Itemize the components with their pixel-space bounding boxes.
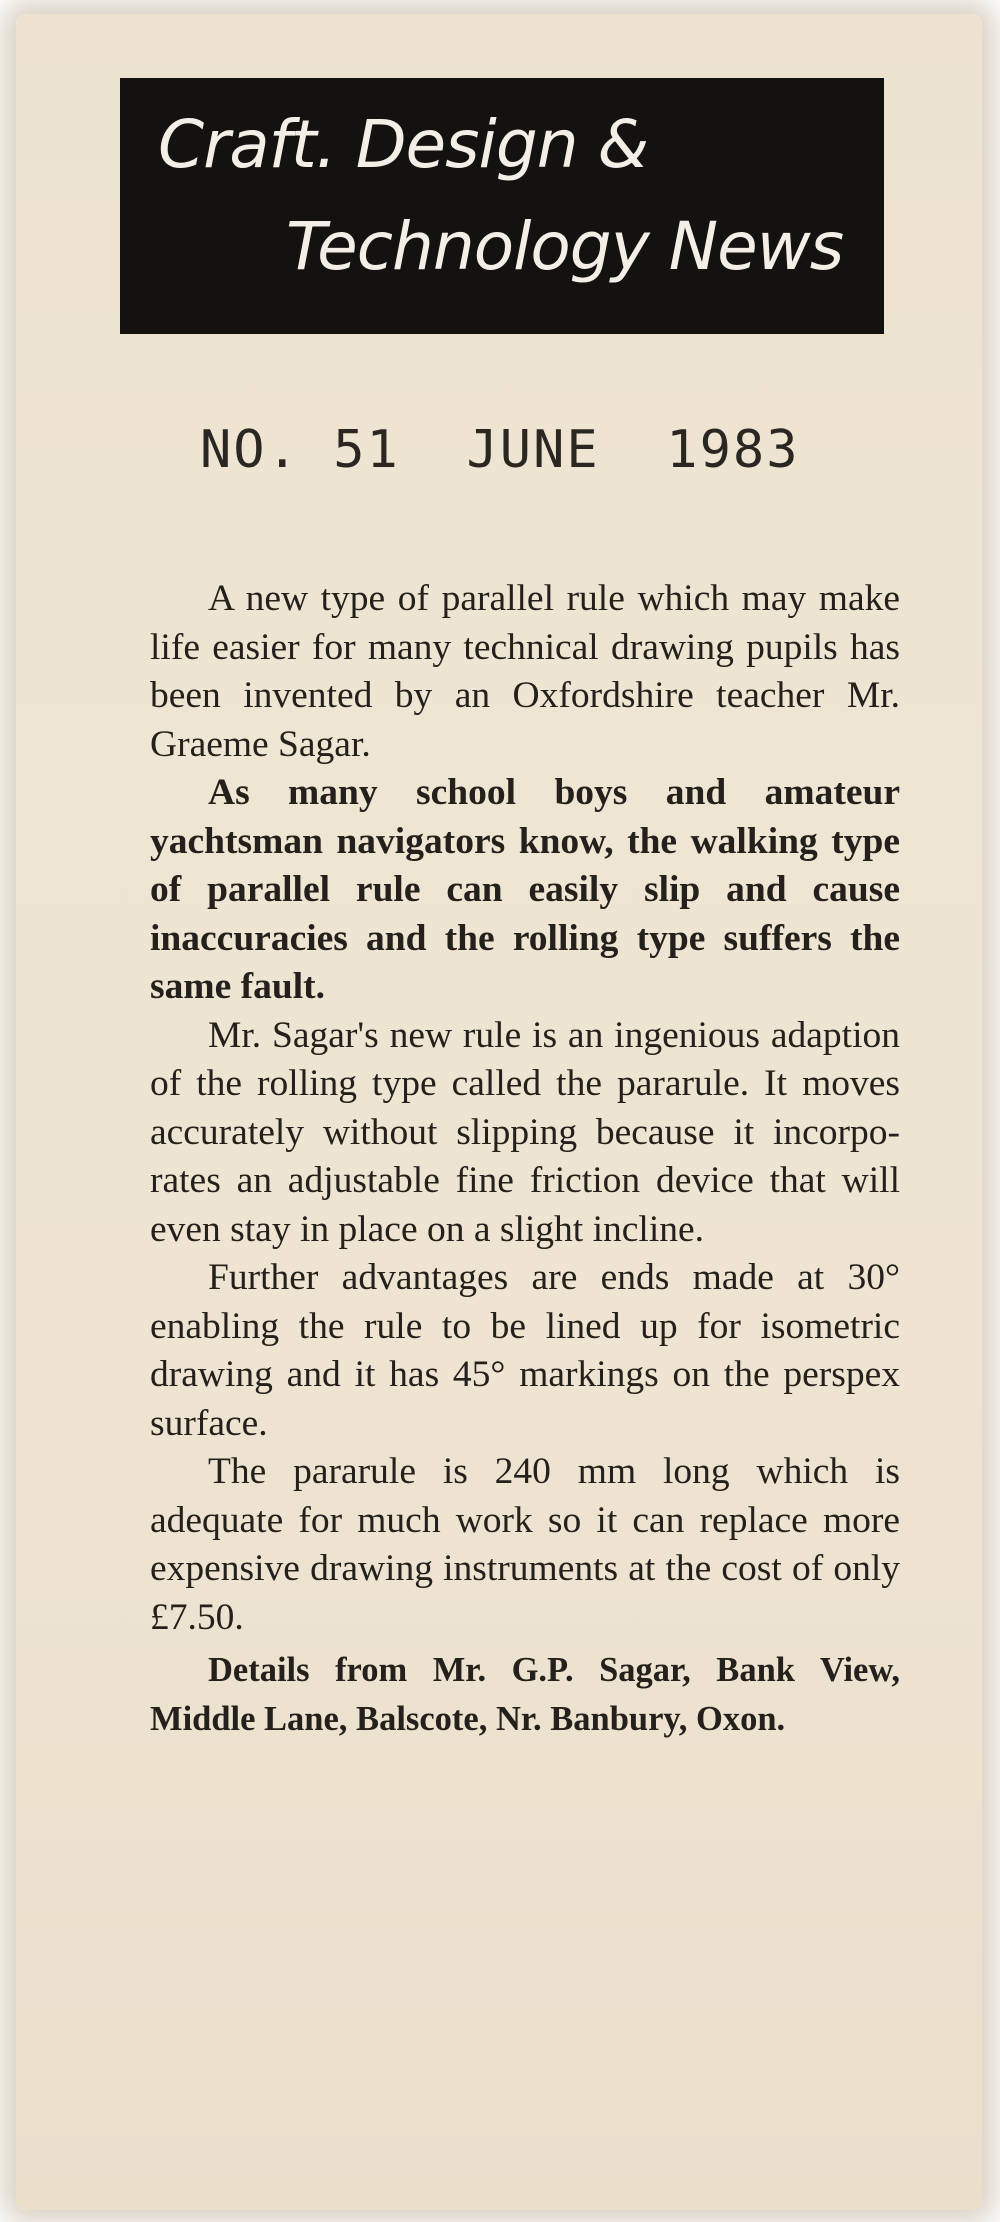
masthead-title-line2: Technology News [286,208,844,285]
article-paragraph-3: Mr. Sagar's new rule is an ingenious adaption of the rolling type called the pararule. It moves accurately without slipping because it incorporates an adjustable fine friction device that will even stay in place on a slight incline. [150,1014,900,1250]
issue-number-date: NO. 51 JUNE 1983 [200,420,800,480]
article-paragraph-5: The pararule is 240 mm long which is adequate for much work so it can replace more expensive drawing instruments at the cost of only £7.50. [150,1451,900,1638]
article-paragraph-1: A new type of parallel rule which may make life easier for many technical drawing pupils has been invented by an Oxfordshire teacher Mr. Graeme Sagar. [150,578,900,765]
article-paragraph-2: As many school boys and amateur yachtsman navigators know, the walking type of parallel rule can easily slip and cause inaccuracies and the rolling type suffers the same fault. [150,772,900,1007]
masthead-title-line1: Craft. Design & [158,106,649,183]
masthead-banner [120,78,884,334]
article-body [150,575,900,1743]
article-contact-details: Details from Mr. G.P. Sagar, Bank View, Middle Lane, Balscote, Nr. Banbury, Oxon. [150,1651,900,1738]
article-paragraph-4: Further advantages are ends made at 30° enabling the rule to be lined up for isometric drawing and it has 45° markings on the perspex surface. [150,1257,900,1444]
